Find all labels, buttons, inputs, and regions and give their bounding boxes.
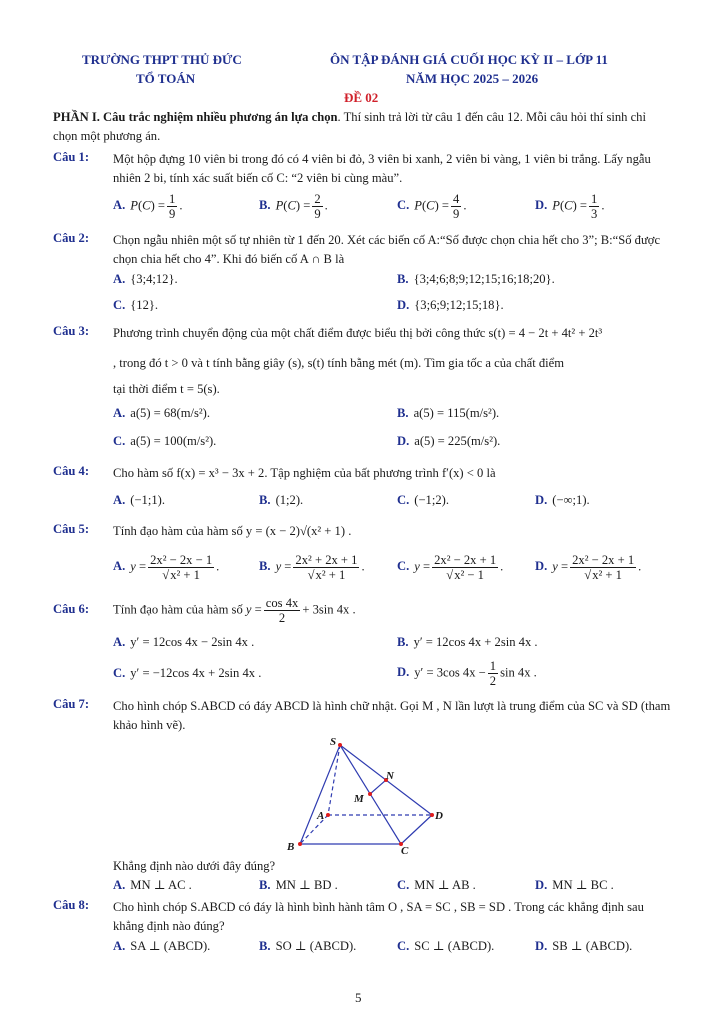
q8-option-a[interactable] bbox=[113, 938, 210, 954]
q7-option-a[interactable] bbox=[113, 877, 192, 893]
q1-c-den: 9 bbox=[453, 207, 460, 221]
q2-option-c[interactable] bbox=[113, 298, 158, 313]
q1-d-num: 1 bbox=[591, 192, 598, 206]
q5-option-d[interactable]: D. y = $\frac{\text{2x² − 2x + 1}}{\text{√x² + 1}}$ . bbox=[535, 553, 642, 582]
q5-c-den: x² − 1 bbox=[454, 568, 484, 582]
q2-option-d[interactable] bbox=[397, 298, 504, 313]
label-M: M bbox=[354, 793, 364, 805]
q8-text: Cho hình chóp S.ABCD có đáy là hình bình hành tâm O , SA = SC , SB = SD . Trong các khẳng định sau khẳng định nào đúng? bbox=[113, 900, 644, 933]
q4-option-d[interactable] bbox=[535, 493, 590, 508]
q7-option-d[interactable] bbox=[535, 877, 614, 893]
edge-CD bbox=[401, 815, 432, 844]
edge-SB bbox=[300, 745, 340, 844]
q1-a-den: 9 bbox=[169, 207, 176, 221]
school-year: NĂM HỌC 2025 – 2026 bbox=[406, 71, 539, 86]
q2-option-a-letter: A. bbox=[113, 272, 126, 286]
q1-c-num: 4 bbox=[453, 192, 460, 206]
q7-c-value: MN ⊥ AB . bbox=[414, 878, 476, 892]
q5-d-num: 2x² − 2x + 1 bbox=[572, 553, 635, 567]
q4-option-b-letter: B. bbox=[259, 493, 271, 507]
q6-option-b-letter: B. bbox=[397, 635, 409, 649]
department-name: TỔ TOÁN bbox=[136, 71, 196, 86]
q6-text-pre: Tính đạo hàm của hàm số bbox=[113, 602, 243, 617]
label-S: S bbox=[330, 736, 337, 748]
q2-option-b-letter: B. bbox=[397, 272, 409, 286]
q4-b-value: (1;2). bbox=[275, 493, 304, 507]
q8-option-d-letter: D. bbox=[535, 939, 548, 953]
q2-a-value: {3;4;12}. bbox=[130, 272, 178, 286]
q6-option-a[interactable] bbox=[113, 635, 254, 650]
q3-text-line2: , trong đó t > 0 và t tính bằng giây (s), s(t) tính bằng mét (m). Tìm gia tốc a của chất điểm bbox=[113, 356, 565, 370]
q7-text: Cho hình chóp S.ABCD có đáy ABCD là hình chữ nhật. Gọi M , N lần lượt là trung điểm của SC và SD (tham khảo hình vẽ). bbox=[113, 699, 671, 732]
q2-c-value: {12}. bbox=[130, 298, 159, 312]
q5-option-d-letter: D. bbox=[535, 559, 548, 574]
q3-b-value: a(5) = 115(m/s²). bbox=[413, 406, 500, 420]
point-M bbox=[368, 792, 372, 796]
q8-option-c-letter: C. bbox=[397, 939, 410, 953]
q7-option-a-letter: A. bbox=[113, 878, 126, 892]
q3-a-value: a(5) = 68(m/s²). bbox=[130, 406, 211, 420]
q8-label: Câu 8: bbox=[53, 898, 90, 912]
edge-SA bbox=[328, 745, 340, 815]
q3-option-c-letter: C. bbox=[113, 434, 126, 448]
q1-option-b[interactable]: B. P(C) = $\frac{2}{9}$ . bbox=[259, 192, 328, 221]
q5-text: Tính đạo hàm của hàm số y = (x − 2)√(x² + 1) . bbox=[113, 524, 352, 538]
q1-option-d[interactable]: D. P(C) = $\frac{1}{3}$ . bbox=[535, 192, 605, 221]
q1-option-a-letter: A. bbox=[113, 198, 126, 213]
q6-d-num: 1 bbox=[489, 659, 497, 673]
exam-title: ÔN TẬP ĐÁNH GIÁ CUỐI HỌC KỲ II – LỚP 11 bbox=[330, 52, 608, 67]
part1-instructions: . Thí sinh trả lời từ câu 1 đến câu 12. Mỗi câu hỏi thí sinh chỉ chọn một phương án. bbox=[53, 110, 646, 143]
q5-a-num: 2x² − 2x − 1 bbox=[150, 553, 213, 567]
q3-option-b[interactable] bbox=[397, 406, 499, 421]
q4-option-d-letter: D. bbox=[535, 493, 548, 507]
q7-question: Khẳng định nào dưới đây đúng? bbox=[113, 859, 276, 873]
q6-a-value: y′ = 12cos 4x − 2sin 4x . bbox=[130, 635, 255, 649]
label-B: B bbox=[287, 841, 295, 853]
q6-frac-den: 2 bbox=[278, 611, 286, 625]
q3-option-a-letter: A. bbox=[113, 406, 126, 420]
q4-option-b[interactable] bbox=[259, 493, 303, 508]
vertex-S bbox=[338, 743, 342, 747]
q6-c-value: y′ = −12cos 4x + 2sin 4x . bbox=[130, 666, 262, 680]
vertex-A bbox=[326, 813, 330, 817]
q7-option-c[interactable] bbox=[397, 877, 476, 893]
q4-text: Cho hàm số f(x) = x³ − 3x + 2. Tập nghiệm của bất phương trình f′(x) < 0 là bbox=[113, 466, 496, 480]
q5-option-c-letter: C. bbox=[397, 559, 410, 574]
q7-b-value: MN ⊥ BD . bbox=[275, 878, 338, 892]
q1-option-c[interactable]: C. P(C) = $\frac{4}{9}$ . bbox=[397, 192, 467, 221]
q3-text-line3: tại thời điểm t = 5(s). bbox=[113, 382, 220, 396]
q7-option-b[interactable] bbox=[259, 877, 338, 893]
q5-a-den: x² + 1 bbox=[170, 568, 200, 582]
q8-b-value: SO ⊥ (ABCD). bbox=[275, 939, 357, 953]
q4-option-a-letter: A. bbox=[113, 493, 126, 507]
q8-option-b-letter: B. bbox=[259, 939, 271, 953]
q4-d-value: (−∞;1). bbox=[552, 493, 590, 507]
q1-option-c-letter: C. bbox=[397, 198, 410, 213]
q1-option-b-letter: B. bbox=[259, 198, 271, 213]
q5-option-c[interactable]: C. y = $\frac{\text{2x² − 2x + 1}}{\text{√x² − 1}}$ . bbox=[397, 553, 504, 582]
q1-text: Một hộp đựng 10 viên bi trong đó có 4 viên bi đỏ, 3 viên bi xanh, 2 viên bi vàng, 1 viên bi trắng. Lấy ngẫu nhiên 2 bi, tính xác suất biến cố C: “2 viên bi cùng màu”. bbox=[113, 152, 651, 185]
q5-b-num: 2x² + 2x + 1 bbox=[295, 553, 358, 567]
q5-b-den: x² + 1 bbox=[315, 568, 346, 582]
pyramid-figure bbox=[270, 735, 450, 855]
q7-d-value: MN ⊥ BC . bbox=[552, 878, 614, 892]
q3-option-d[interactable] bbox=[397, 434, 500, 449]
q1-label: Câu 1: bbox=[53, 150, 90, 164]
vertex-B bbox=[298, 842, 302, 846]
q1-b-den: 9 bbox=[314, 207, 321, 221]
q3-option-d-letter: D. bbox=[397, 434, 410, 448]
q2-b-value: {3;4;6;8;9;12;15;16;18;20}. bbox=[413, 272, 555, 286]
q6-text-post: + 3sin 4x . bbox=[302, 602, 356, 617]
q4-label: Câu 4: bbox=[53, 464, 90, 478]
q2-option-c-letter: C. bbox=[113, 298, 126, 312]
q6-option-a-letter: A. bbox=[113, 635, 126, 649]
q8-option-b[interactable] bbox=[259, 938, 356, 954]
q1-b-num: 2 bbox=[314, 192, 321, 206]
q8-option-c[interactable] bbox=[397, 938, 494, 954]
q6-option-b[interactable] bbox=[397, 635, 538, 650]
q5-label: Câu 5: bbox=[53, 522, 90, 536]
q2-label: Câu 2: bbox=[53, 231, 90, 245]
q7-option-d-letter: D. bbox=[535, 878, 548, 892]
label-C: C bbox=[401, 845, 409, 855]
q7-a-value: MN ⊥ AC . bbox=[130, 878, 192, 892]
q8-option-d[interactable] bbox=[535, 938, 632, 954]
q4-option-c[interactable] bbox=[397, 493, 449, 508]
q2-option-b[interactable] bbox=[397, 272, 555, 287]
label-A: A bbox=[317, 810, 325, 822]
q5-option-b[interactable]: B. y = $\frac{\text{2x² + 2x + 1}}{\text{√x² + 1}}$ . bbox=[259, 553, 365, 582]
q3-option-a[interactable] bbox=[113, 406, 210, 421]
q4-c-value: (−1;2). bbox=[414, 493, 449, 507]
q8-a-value: SA ⊥ (ABCD). bbox=[130, 939, 211, 953]
q5-d-den: x² + 1 bbox=[592, 568, 622, 582]
q6-option-c[interactable] bbox=[113, 666, 261, 681]
q6-text: Tính đạo hàm của hàm số y = $\frac{\cos 4x}{2}$ + 3sin 4x . bbox=[113, 596, 356, 625]
part1-title: PHẦN I. Câu trắc nghiệm nhiều phương án lựa chọn bbox=[53, 110, 338, 124]
q6-label: Câu 6: bbox=[53, 602, 90, 616]
q8-d-value: SB ⊥ (ABCD). bbox=[552, 939, 633, 953]
q5-c-num: 2x² − 2x + 1 bbox=[434, 553, 497, 567]
q6-frac-num: cos 4x bbox=[265, 596, 299, 610]
q4-option-c-letter: C. bbox=[397, 493, 410, 507]
exam-code: ĐỀ 02 bbox=[344, 90, 379, 105]
q1-option-a[interactable]: A. P(C) = $\frac{1}{9}$ . bbox=[113, 192, 183, 221]
q4-option-a[interactable] bbox=[113, 493, 165, 508]
school-name: TRƯỜNG THPT THỦ ĐỨC bbox=[82, 52, 242, 67]
q7-option-c-letter: C. bbox=[397, 878, 410, 892]
q3-option-b-letter: B. bbox=[397, 406, 409, 420]
q2-d-value: {3;6;9;12;15;18}. bbox=[414, 298, 504, 312]
q7-option-b-letter: B. bbox=[259, 878, 271, 892]
q6-option-d-letter: D. bbox=[397, 665, 410, 680]
q5-option-a-letter: A. bbox=[113, 559, 126, 574]
q6-d-den: 2 bbox=[489, 674, 497, 688]
q4-a-value: (−1;1). bbox=[130, 493, 165, 507]
segment-MN bbox=[370, 780, 386, 794]
q2-option-d-letter: D. bbox=[397, 298, 410, 312]
vertex-D bbox=[430, 813, 434, 817]
q8-option-a-letter: A. bbox=[113, 939, 126, 953]
q2-option-a[interactable] bbox=[113, 272, 178, 287]
q1-a-num: 1 bbox=[169, 192, 176, 206]
q1-option-d-letter: D. bbox=[535, 198, 548, 213]
label-N: N bbox=[386, 770, 394, 782]
q2-text: Chọn ngẫu nhiên một số tự nhiên từ 1 đến 20. Xét các biến cố A:“Số được chọn chia hết cho 3”; B:“Số được chọn chia hết cho 4”. Khi đó biến cố A ∩ B là bbox=[113, 233, 661, 266]
part1-heading bbox=[53, 108, 673, 146]
q1-d-den: 3 bbox=[591, 207, 598, 221]
q6-d-post: sin 4x . bbox=[500, 665, 537, 680]
label-D: D bbox=[435, 810, 443, 822]
q3-text-line1: Phương trình chuyển động của một chất điểm được biểu thị bởi công thức s(t) = 4 − 2t + 4t² + 2t³ bbox=[113, 326, 603, 340]
q6-option-d[interactable] bbox=[397, 659, 537, 688]
q6-d-pre: y′ = 3cos 4x − bbox=[414, 665, 486, 680]
q7-label: Câu 7: bbox=[53, 697, 90, 711]
q8-c-value: SC ⊥ (ABCD). bbox=[414, 939, 495, 953]
q3-label: Câu 3: bbox=[53, 324, 90, 338]
q6-option-c-letter: C. bbox=[113, 666, 126, 680]
q3-c-value: a(5) = 100(m/s²). bbox=[130, 434, 217, 448]
q5-option-b-letter: B. bbox=[259, 559, 271, 574]
page-number: 5 bbox=[355, 990, 362, 1005]
q3-option-c[interactable] bbox=[113, 434, 216, 449]
q5-option-a[interactable]: A. y = $\frac{\text{2x² − 2x − 1}}{\text{√x² + 1}}$ . bbox=[113, 553, 220, 582]
q3-d-value: a(5) = 225(m/s²). bbox=[414, 434, 501, 448]
q6-b-value: y′ = 12cos 4x + 2sin 4x . bbox=[413, 635, 538, 649]
